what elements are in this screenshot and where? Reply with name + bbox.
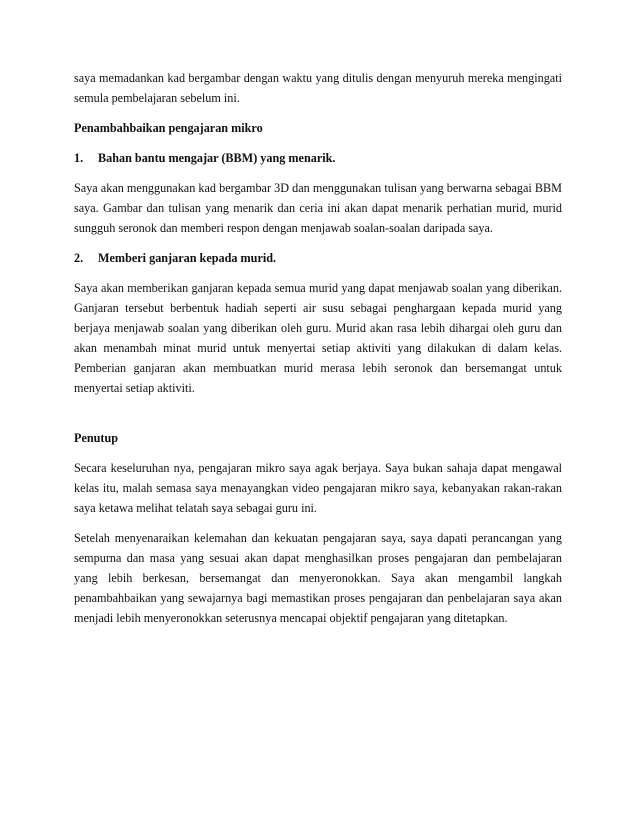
closing-paragraph-2: Setelah menyenaraikan kelemahan dan kekuatan pengajaran saya, saya dapati perancangan yang sempurna dan masa yang sesuai akan dapat menghasilkan proses pengajaran dan pembelajaran yang lebih berkesan, bersemangat dan menyeronokkan. Saya akan mengambil langkah penambahbaikan yang sewajarnya bagi memastikan proses pengajaran dan penbelajaran saya akan menjadi lebih menyeronokkan seterusnya mencapai objektif pengajaran yang ditetapkan.: [74, 531, 562, 625]
item-heading-1: [74, 148, 562, 168]
item-heading-2: [74, 248, 562, 268]
item-number-1: 1.: [74, 151, 84, 165]
item-title-2: Memberi ganjaran kepada murid.: [98, 251, 277, 265]
document-page: [74, 68, 562, 638]
item-number-2: 2.: [74, 251, 84, 265]
closing-heading: Penutup: [74, 431, 119, 445]
closing-paragraph-1: Secara keseluruhan nya, pengajaran mikro saya agak berjaya. Saya bukan sahaja dapat mengawal kelas itu, malah semasa saya menayangkan video pengajaran mikro saya, kebanyakan rakan-rakan saya ketawa melihat telatah saya sebagai guru ini.: [74, 461, 562, 515]
item-title-1: Bahan bantu mengajar (BBM) yang menarik.: [98, 151, 336, 165]
item-body-2: Saya akan memberikan ganjaran kepada semua murid yang dapat menjawab soalan yang diberikan. Ganjaran tersebut berbentuk hadiah seperti air susu sebagai penghargaan kepada murid yang berjaya menjawab soalan yang diberikan oleh guru. Murid akan rasa lebih dihargai oleh guru dan akan menambah minat murid untuk menyertai setiap aktiviti yang dilakukan di dalam kelas. Pemberian ganjaran akan membuatkan murid merasa lebih seronok dan bersemangat untuk menyertai setiap aktiviti.: [74, 281, 562, 395]
section-heading-improvement: Penambahbaikan pengajaran mikro: [74, 121, 263, 135]
item-body-1: Saya akan menggunakan kad bergambar 3D dan menggunakan tulisan yang berwarna sebagai BBM saya. Gambar dan tulisan yang menarik dan ceria ini akan dapat menarik perhatian murid, murid sungguh seronok dan memberi respon dengan menjawab soalan-soalan daripada saya.: [74, 181, 562, 235]
section-spacer: [74, 408, 562, 428]
intro-paragraph: saya memadankan kad bergambar dengan waktu yang ditulis dengan menyuruh mereka mengingati semula pembelajaran sebelum ini.: [74, 71, 562, 105]
